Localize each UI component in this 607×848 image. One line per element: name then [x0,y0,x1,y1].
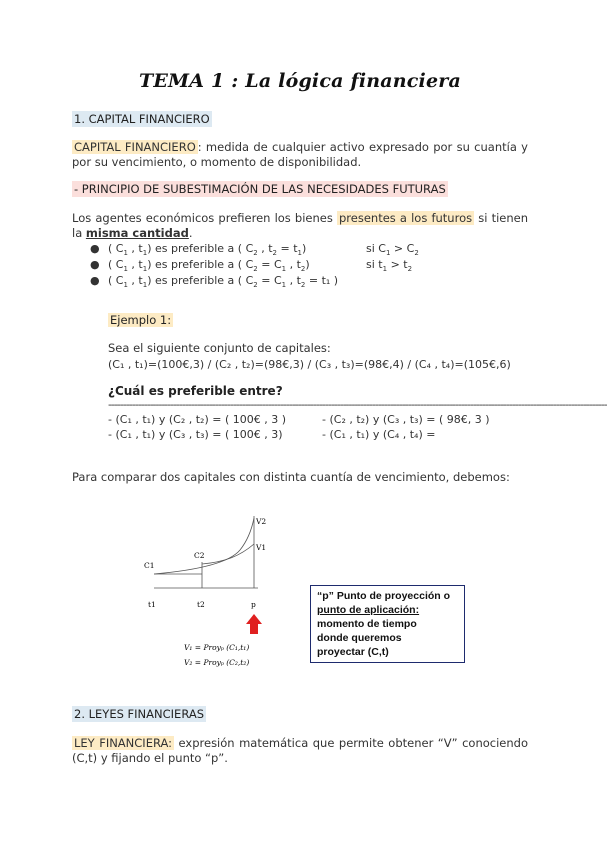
label-v1: V1 [256,543,267,552]
projection-point-box [310,585,465,663]
bullet-condition: si $t_1 > t_2$ [366,258,413,274]
label-c1: C1 [144,561,155,570]
bullet-item [90,274,530,290]
page-title: TEMA 1 : La lógica financiera [139,70,461,92]
section-heading-text: 1. CAPITAL FINANCIERO [74,112,210,126]
ley-financiera-definition [72,736,528,766]
projection-graph [140,510,280,675]
bullet-text: ( $C_1$ , $t_1$) es preferible a ( $C_2 = C_1$ , $t_2 = t_1$ ) [108,274,339,290]
principle-highlight: presentes a los futuros [339,211,473,225]
capital-financiero-definition [72,140,528,170]
red-up-arrow-icon [246,614,262,634]
question-pair-1: - (C₁ , t₁) y (C₂ , t₂) = ( 100€ , 3 ) [108,413,287,426]
definition-text: : medida de cualquier activo expresado por su cuantía y por su vencimiento, o momento de disponibilidad. [72,140,528,169]
principle-heading-text: - PRINCIPIO DE SUBESTIMACIÓN DE LAS NECESIDADES FUTURAS [74,182,446,196]
label-v2: V2 [256,517,267,526]
bullet-item [90,242,530,258]
principle-heading [72,182,448,196]
bullet-dot: ● [90,274,100,287]
bullet-dot: ● [90,258,100,271]
bullet-text: ( $C_1$ , $t_1$) es preferible a ( $C_2$ , $t_2 = t_1$) [108,242,307,258]
formula-v2: V₂ = Proyₚ (C₂,t₂) [184,658,250,667]
label-p: p [251,600,256,609]
term-ley-financiera: LEY FINANCIERA: [74,736,173,750]
box-line-1: “p” Punto de proyección o [317,590,451,602]
section-heading-capital-financiero [72,112,212,126]
compare-text: Para comparar dos capitales con distinta cuantía de vencimiento, debemos: [72,470,510,484]
bullet-item [90,258,530,274]
question-pair-3: - (C₁ , t₁) y (C₃ , t₃) = ( 100€ , 3) [108,428,283,441]
section2-heading-text: 2. LEYES FINANCIERAS [74,707,205,721]
box-line-4: donde queremos [317,632,402,644]
principle-text-a: Los agentes económicos prefieren los bienes [72,211,337,225]
label-t1: t1 [148,600,156,609]
dash-separator: ------------------------------------------------------------------------------------------------------------------------------------------------------------------------ [108,398,607,411]
bullet-list [90,242,530,290]
example-intro: Sea el siguiente conjunto de capitales: [108,341,331,355]
box-line-3: momento de tiempo [317,618,417,630]
principle-text-c: . [188,226,193,240]
label-t2: t2 [197,600,205,609]
bullet-condition: si $C_1 > C_2$ [366,242,419,258]
example-label-text: Ejemplo 1: [110,313,172,327]
ley-definition-text: expresión matemática que permite obtener “V” conociendo (C,t) y fijando el punto “p”. [72,736,528,765]
bullet-text: ( $C_1$ , $t_1$) es preferible a ( $C_2 = C_1$ , $t_2$) [108,258,310,274]
principle-text-b: si tienen la [72,211,528,240]
section-heading-leyes-financieras [72,707,206,721]
example-label [108,313,173,327]
bullet-dot: ● [90,242,100,255]
principle-text [72,211,528,241]
box-line-2: punto de aplicación: [317,604,420,616]
box-line-5: proyectar (C,t) [317,646,389,658]
v2-curve [154,518,254,574]
principle-underline: misma cantidad [85,226,189,240]
example-question: ¿Cuál es preferible entre? [108,384,283,398]
formula-v1: V₁ = Proyₚ (C₁,t₁) [184,643,250,652]
term-capital-financiero: CAPITAL FINANCIERO [74,140,196,154]
example-capitals: (C₁ , t₁)=(100€,3) / (C₂ , t₂)=(98€,3) / (C₃ , t₃)=(98€,4) / (C₄ , t₄)=(105€,6) [108,358,511,371]
question-pair-4: - (C₁ , t₁) y (C₄ , t₄) = [322,428,436,441]
v1-curve [202,544,254,564]
question-pair-2: - (C₂ , t₂) y (C₃ , t₃) = ( 98€, 3 ) [322,413,490,426]
label-c2: C2 [194,551,205,560]
